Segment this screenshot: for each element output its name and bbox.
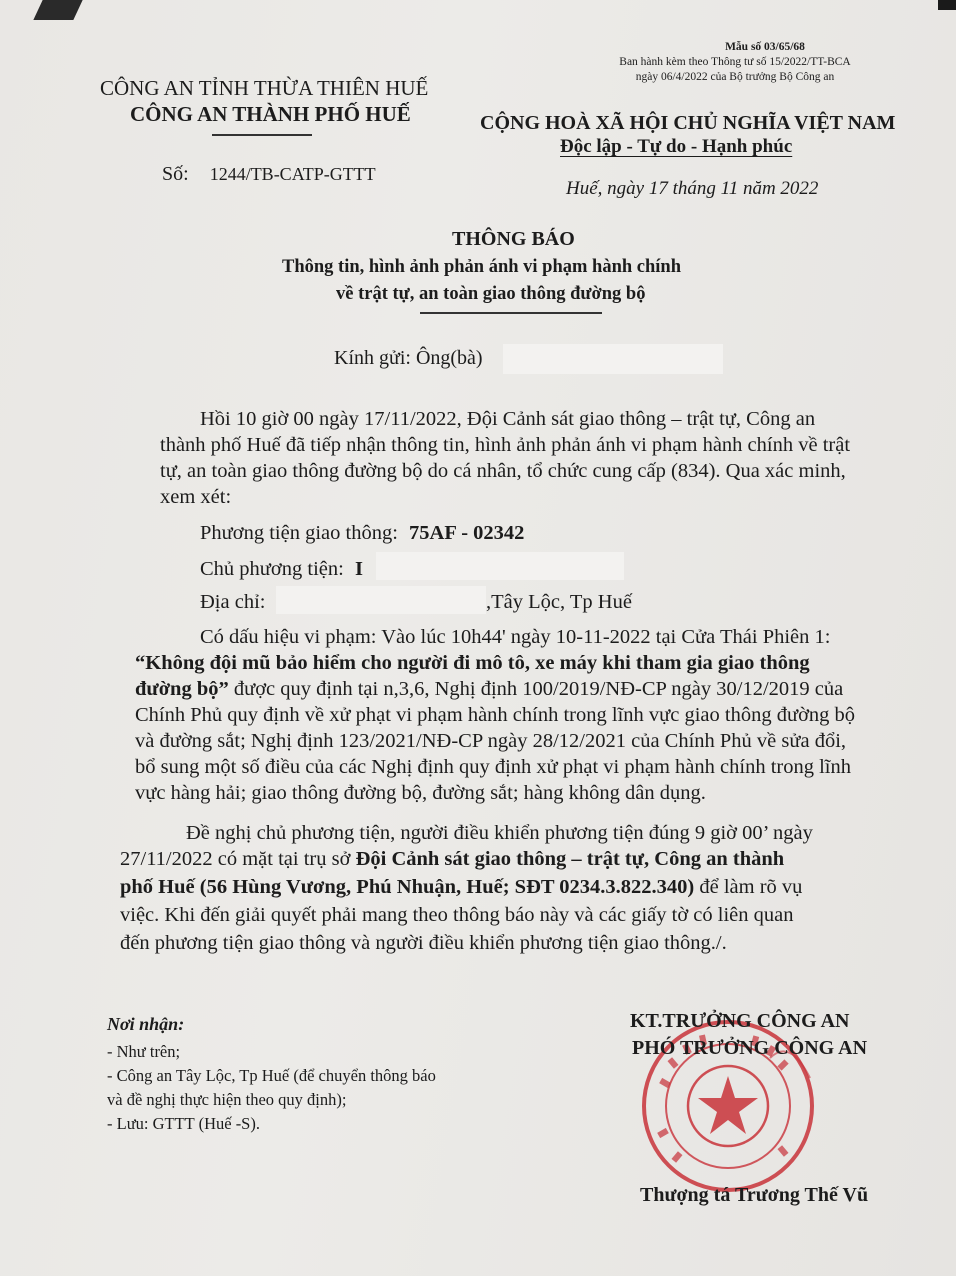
form-issued-line2: ngày 06/4/2022 của Bộ trưởng Bộ Công an [635, 71, 835, 83]
paragraph-1-line-1: Hồi 10 giờ 00 ngày 17/11/2022, Đội Cảnh sát giao thông – trật tự, Công an [200, 408, 816, 430]
owner-name-redacted [376, 552, 624, 580]
form-issued-line1: Ban hành kèm theo Thông tư số 15/2022/TT-BCA [619, 56, 851, 68]
violation-line-3-bold: đường bộ” [135, 678, 229, 700]
recipient-name-redacted [503, 344, 723, 374]
request-line-2 [120, 846, 784, 872]
violation-line-1: Có dấu hiệu vi phạm: Vào lúc 10h44' ngày 10-11-2022 tại Cửa Thái Phiên 1: [200, 626, 831, 648]
request-line-2-b: Đội Cảnh sát giao thông – trật tự, Công an thành [355, 848, 785, 870]
nation-motto: Độc lập - Tự do - Hạnh phúc [560, 136, 793, 157]
scan-corner-mark-top-right [938, 0, 956, 10]
doc-number-label: Số: [162, 163, 189, 185]
document-subtitle-1: Thông tin, hình ảnh phản ánh vi phạm hành chính [282, 257, 681, 277]
signature-line-1: KT.TRƯỞNG CÔNG AN [630, 1010, 850, 1032]
violation-line-3-rest: được quy định tại n,3,6, Nghị định 100/2019/NĐ-CP ngày 30/12/2019 của [228, 678, 844, 700]
paragraph-1-line-3: tự, an toàn giao thông đường bộ do cá nhân, tổ chức cung cấp (834). Qua xác minh, [160, 460, 846, 482]
recipient-item-3: - Lưu: GTTT (Huế -S). [107, 1114, 260, 1133]
subtitle-underline [420, 312, 602, 314]
paragraph-1-line-2: thành phố Huế đã tiếp nhận thông tin, hình ảnh phản ánh vi phạm hành chính về trật [160, 434, 851, 456]
violation-line-2: “Không đội mũ bảo hiểm cho người đi mô tô, xe máy khi tham gia giao thông [135, 652, 810, 674]
violation-line-6: bổ sung một số điều của các Nghị định quy định xử phạt vi phạm hành chính trong lĩnh [135, 756, 851, 778]
nation-name: CỘNG HOÀ XÃ HỘI CHỦ NGHĨA VIỆT NAM [480, 112, 896, 134]
place-date: Huế, ngày 17 tháng 11 năm 2022 [566, 178, 819, 199]
request-line-3-b: phố Huế (56 Hùng Vương, Phú Nhuận, Huế; SĐT 0234.3.822.340) [120, 876, 695, 898]
owner-row [200, 556, 363, 582]
greeting-row [334, 347, 483, 370]
recipient-item-1: - Như trên; [107, 1042, 181, 1061]
owner-label: Chủ phương tiện: [200, 558, 344, 580]
request-line-1: Đề nghị chủ phương tiện, người điều khiển phương tiện đúng 9 giờ 00’ ngày [186, 822, 813, 844]
recipients-title: Nơi nhận: [107, 1014, 185, 1034]
vehicle-plate: 75AF - 02342 [409, 522, 525, 544]
address-redacted [276, 586, 486, 614]
violation-line-4: Chính Phủ quy định về xử phạt vi phạm hành chính trong lĩnh vực giao thông đường bộ [135, 704, 856, 726]
vehicle-row [200, 520, 524, 546]
document-subtitle-2: về trật tự, an toàn giao thông đường bộ [336, 284, 646, 304]
recipient-item-2-line-2: và đề nghị thực hiện theo quy định); [107, 1090, 347, 1109]
address-visible: ,Tây Lộc, Tp Huế [486, 591, 632, 613]
address-label: Địa chỉ: [200, 591, 266, 613]
paragraph-1-line-4: xem xét: [160, 486, 232, 508]
request-line-2-a: 27/11/2022 có mặt tại trụ sở [120, 848, 356, 870]
owner-name-visible: I [354, 558, 363, 580]
document-title: THÔNG BÁO [452, 228, 575, 250]
greeting-label: Kính gửi: Ông(bà) [334, 347, 483, 369]
violation-line-5: và đường sắt; Nghị định 123/2021/NĐ-CP ngày 28/12/2021 của Chính Phủ về sửa đổi, [135, 730, 847, 752]
agency-name: CÔNG AN THÀNH PHỐ HUẾ [130, 102, 411, 126]
agency-parent: CÔNG AN TỈNH THỪA THIÊN HUẾ [100, 76, 429, 100]
signatory-name: Thượng tá Trương Thế Vũ [640, 1184, 869, 1206]
violation-line-7: vực hàng hải; giao thông đường bộ, đường sắt; hàng không dân dụng. [135, 782, 706, 804]
request-line-3 [120, 874, 802, 900]
violation-line-3 [135, 676, 843, 702]
signature-line-2: PHÓ TRƯỞNG CÔNG AN [632, 1037, 868, 1059]
agency-underline [212, 134, 312, 136]
request-line-5: đến phương tiện giao thông và người điều khiển phương tiện giao thông./. [120, 932, 727, 954]
request-line-3-c: để làm rõ vụ [694, 876, 803, 898]
doc-number-row [162, 163, 376, 186]
doc-number: 1244/TB-CATP-GTTT [209, 164, 376, 184]
form-info [585, 40, 885, 85]
vehicle-label: Phương tiện giao thông: [200, 522, 398, 544]
recipient-item-2-line-1: - Công an Tây Lộc, Tp Huế (để chuyển thông báo [107, 1066, 436, 1085]
scan-corner-mark-top-left [33, 0, 82, 20]
form-number: Mẫu số 03/65/68 [725, 41, 805, 53]
request-line-4: việc. Khi đến giải quyết phải mang theo thông báo này và các giấy tờ có liên quan [120, 904, 794, 926]
